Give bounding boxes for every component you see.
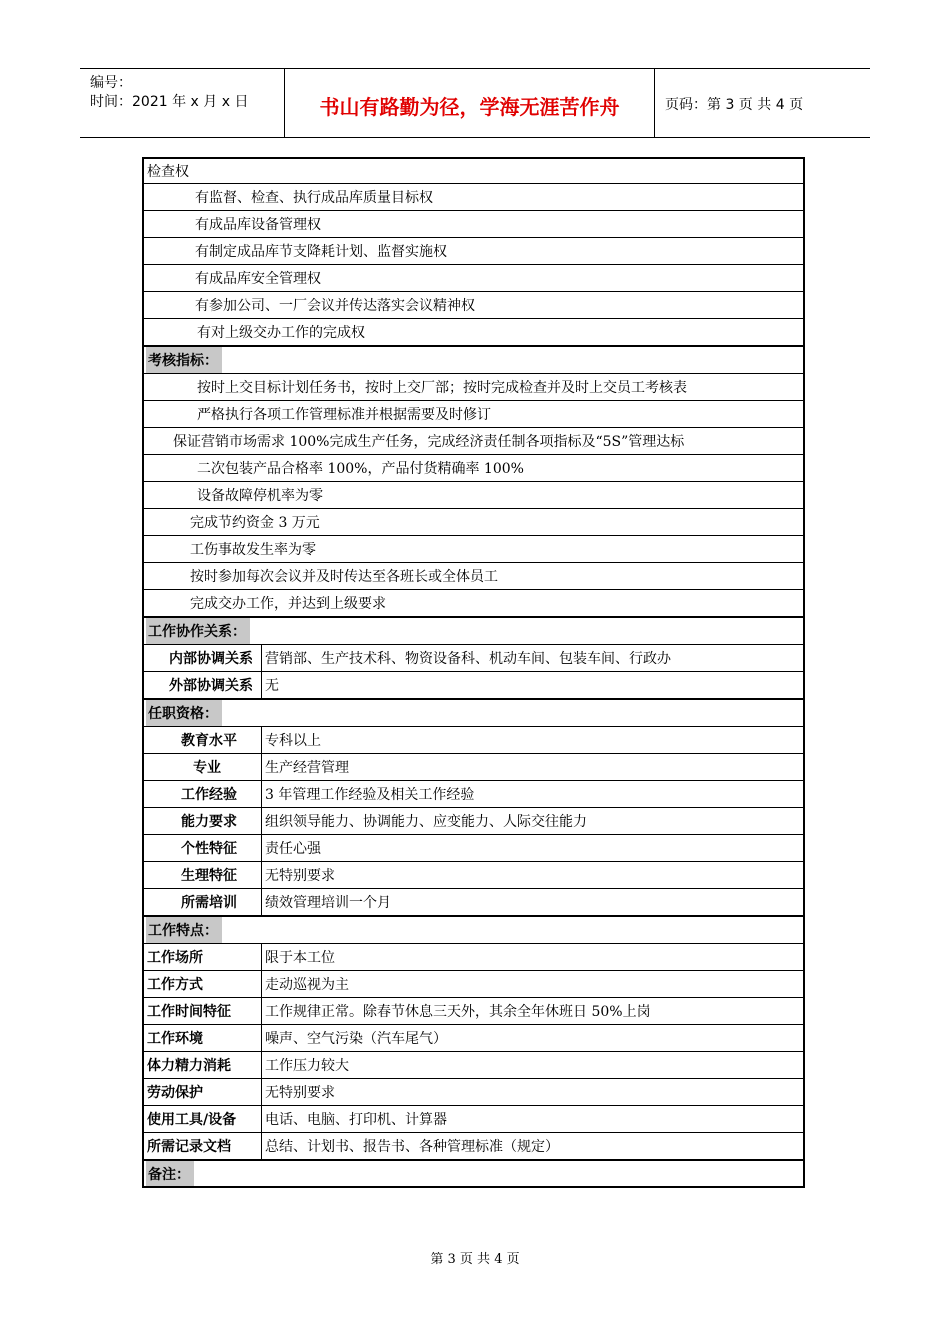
list-item (144, 509, 803, 536)
table-row (144, 1025, 803, 1052)
field-label: 劳动保护 (144, 1079, 262, 1105)
qualification-title-row (144, 700, 803, 727)
list-item (144, 401, 803, 428)
kpi-text: 二次包装产品合格率 100%，产品付货精确率 100% (197, 461, 524, 477)
features-title-row (144, 917, 803, 944)
field-value: 营销部、生产技术科、物资设备科、机动车间、包装车间、行政办 (265, 651, 671, 667)
inspection-rights-title-row (144, 159, 803, 184)
field-value: 工作压力较大 (265, 1058, 349, 1074)
list-item (144, 590, 803, 618)
document-number-label: 编号： (90, 75, 132, 91)
field-label: 工作场所 (144, 944, 262, 970)
list-item (144, 211, 803, 238)
list-item (144, 292, 803, 319)
inspection-right-text: 有成品库安全管理权 (195, 271, 321, 287)
list-item (144, 238, 803, 265)
field-value: 组织领导能力、协调能力、应变能力、人际交往能力 (265, 814, 587, 830)
field-label: 能力要求 (144, 808, 262, 834)
cooperation-title-row (144, 618, 803, 645)
field-value: 无特别要求 (265, 1085, 335, 1101)
field-label: 所需记录文档 (144, 1133, 262, 1159)
kpi-text: 完成节约资金 3 万元 (190, 515, 320, 531)
kpi-text: 严格执行各项工作管理标准并根据需要及时修订 (197, 407, 491, 423)
kpi-text: 工伤事故发生率为零 (190, 542, 316, 558)
field-value: 专科以上 (265, 733, 321, 749)
table-row (144, 998, 803, 1025)
field-label: 体力精力消耗 (144, 1052, 262, 1078)
table-row (144, 781, 803, 808)
table-row (144, 727, 803, 754)
field-value: 电话、电脑、打印机、计算器 (265, 1112, 447, 1128)
table-row (144, 889, 803, 917)
page-footer: 第 3 页 共 4 页 (430, 1252, 520, 1267)
list-item (144, 374, 803, 401)
table-row (144, 862, 803, 889)
qualification-title: 任职资格： (146, 700, 222, 726)
field-label: 内部协调关系 (144, 645, 262, 671)
table-row (144, 1052, 803, 1079)
list-item (144, 428, 803, 455)
field-value: 总结、计划书、报告书、各种管理标准（规定） (265, 1139, 559, 1155)
inspection-right-text: 有对上级交办工作的完成权 (197, 325, 365, 341)
field-value: 3 年管理工作经验及相关工作经验 (265, 787, 475, 803)
table-row (144, 808, 803, 835)
inspection-right-text: 有制定成品库节支降耗计划、监督实施权 (195, 244, 447, 260)
field-label: 个性特征 (144, 835, 262, 861)
field-value: 无 (265, 678, 279, 694)
header-meta-cell (80, 69, 285, 137)
motto: 书山有路勤为径，学海无涯苦作舟 (319, 95, 620, 119)
field-value: 走动巡视为主 (265, 977, 349, 993)
table-row (144, 1079, 803, 1106)
cooperation-title: 工作协作关系： (146, 618, 250, 644)
table-row (144, 1133, 803, 1161)
table-row (144, 835, 803, 862)
table-row (144, 645, 803, 672)
field-value: 无特别要求 (265, 868, 335, 884)
field-label: 工作方式 (144, 971, 262, 997)
kpi-text: 保证营销市场需求 100%完成生产任务，完成经济责任制各项指标及“5S”管理达标 (173, 434, 685, 450)
kpi-title-row (144, 347, 803, 374)
inspection-right-text: 有参加公司、一厂会议并传达落实会议精神权 (195, 298, 475, 314)
field-label: 专业 (144, 754, 262, 780)
table-row (144, 944, 803, 971)
table-row (144, 672, 803, 700)
inspection-right-text: 有监督、检查、执行成品库质量目标权 (195, 190, 433, 206)
kpi-text: 完成交办工作，并达到上级要求 (190, 596, 386, 612)
kpi-text: 设备故障停机率为零 (197, 488, 323, 504)
field-label: 工作经验 (144, 781, 262, 807)
header-page-info: 页码：第 3 页 共 4 页 (665, 97, 804, 113)
field-value: 责任心强 (265, 841, 321, 857)
field-label: 工作环境 (144, 1025, 262, 1051)
header-page-cell (655, 69, 870, 137)
list-item (144, 536, 803, 563)
table-row (144, 971, 803, 998)
list-item (144, 184, 803, 211)
list-item (144, 563, 803, 590)
field-label: 教育水平 (144, 727, 262, 753)
field-value: 噪声、空气污染（汽车尾气） (265, 1031, 447, 1047)
kpi-title: 考核指标： (146, 347, 222, 373)
field-value: 限于本工位 (265, 950, 335, 966)
remarks-title: 备注： (146, 1161, 194, 1186)
list-item (144, 482, 803, 509)
field-value: 绩效管理培训一个月 (265, 895, 391, 911)
list-item (144, 319, 803, 347)
kpi-text: 按时上交目标计划任务书，按时上交厂部；按时完成检查并及时上交员工考核表 (197, 380, 687, 396)
field-label: 生理特征 (144, 862, 262, 888)
table-row (144, 1106, 803, 1133)
field-label: 外部协调关系 (144, 672, 262, 698)
features-title: 工作特点： (146, 917, 222, 943)
list-item (144, 455, 803, 482)
list-item (144, 265, 803, 292)
field-label: 使用工具/设备 (144, 1106, 262, 1132)
document-date: 时间：2021 年 x 月 x 日 (90, 94, 249, 110)
field-label: 工作时间特征 (144, 998, 262, 1024)
job-description-form (142, 157, 805, 1188)
kpi-text: 按时参加每次会议并及时传达至各班长或全体员工 (190, 569, 498, 585)
remarks-row (144, 1161, 803, 1186)
page-header (80, 68, 870, 138)
inspection-rights-title: 检查权 (147, 164, 189, 180)
inspection-right-text: 有成品库设备管理权 (195, 217, 321, 233)
header-motto-cell (285, 69, 655, 137)
field-value: 工作规律正常。除春节休息三天外，其余全年休班日 50%上岗 (265, 1004, 651, 1020)
field-label: 所需培训 (144, 889, 262, 915)
table-row (144, 754, 803, 781)
field-value: 生产经营管理 (265, 760, 349, 776)
